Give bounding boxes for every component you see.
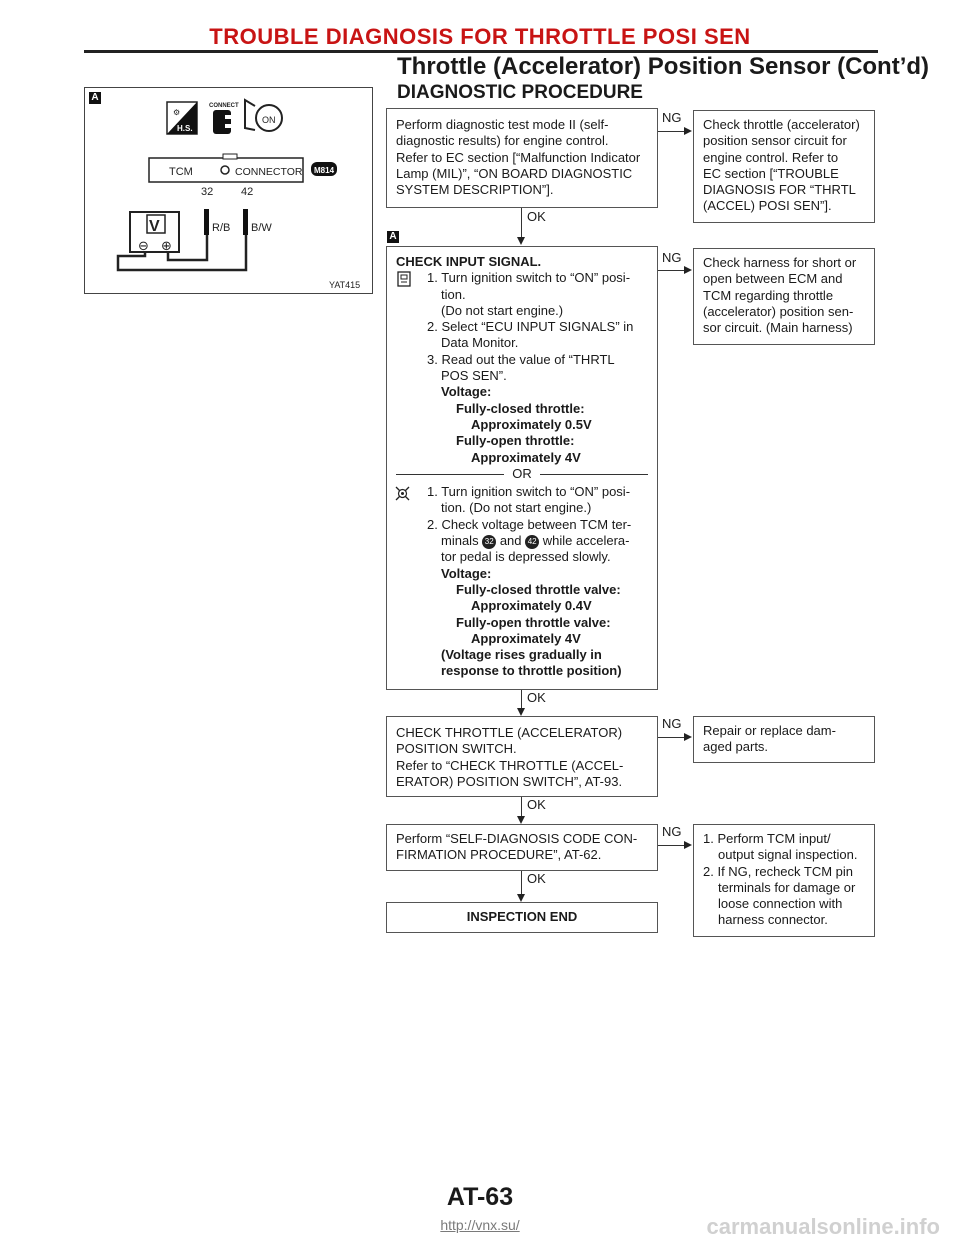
spec-label: Fully-closed throttle:: [456, 400, 585, 416]
spec-value: Approximately 4V: [471, 630, 581, 646]
step4-line: FIRMATION PROCEDURE”, AT-62.: [396, 847, 602, 863]
step1-line: Refer to EC section [“Malfunction Indicator: [396, 149, 641, 165]
connect-icon: [209, 103, 239, 134]
step2-a-line: 3. Read out the value of “THRTL: [427, 351, 615, 367]
ng-line: position sensor circuit for: [703, 133, 847, 149]
ng-line: output signal inspection.: [718, 847, 858, 863]
wiring-figure: [84, 87, 373, 294]
ng-line: 2. If NG, recheck TCM pin: [703, 863, 854, 879]
step3-ng-label: NG: [662, 716, 682, 731]
and-text: and: [499, 533, 522, 549]
spec-label: Fully-open throttle valve:: [456, 614, 611, 630]
ng-line: (ACCEL) POSI SEN”].: [703, 198, 832, 214]
flow-line: [521, 208, 522, 237]
ng-line: engine control. Refer to: [703, 149, 839, 165]
or-label: OR: [512, 465, 532, 481]
ng-line: harness connector.: [718, 912, 828, 928]
hs-icon: [167, 102, 197, 134]
inspection-end-text: INSPECTION END: [466, 909, 578, 924]
step2-b-line: 2. Check voltage between TCM ter-: [427, 516, 632, 532]
step3-ng-connector: [658, 737, 684, 738]
step3-ng-box: [693, 716, 875, 763]
page-number: AT-63: [446, 1183, 514, 1211]
step2-b-line: tion. (Do not start engine.): [441, 500, 592, 516]
plus-terminal: ⊕: [161, 239, 172, 254]
step2-note: response to throttle position): [441, 663, 622, 679]
step1-line: Lamp (MIL)”, “ON BOARD DIAGNOSTIC: [396, 165, 633, 181]
pin-42-label: 42: [241, 186, 254, 198]
ng-line: EC section [“TROUBLE: [703, 165, 839, 181]
step3-box: [386, 716, 658, 797]
step1-line: Perform diagnostic test mode II (self-: [396, 117, 609, 132]
step1-ng-label: NG: [662, 110, 682, 125]
wiring-diagram-svg: [85, 88, 374, 295]
flow-line: [521, 871, 522, 894]
step1-ng-box: [693, 110, 875, 223]
step3-line: Refer to “CHECK THROTTLE (ACCEL-: [396, 757, 624, 773]
spec-label: Fully-open throttle:: [456, 433, 575, 449]
step3-line: ERATOR) POSITION SWITCH”, AT-93.: [396, 773, 623, 789]
probe-42: [243, 209, 248, 235]
step2-ok-label: OK: [527, 690, 546, 705]
step4-box: [386, 824, 658, 871]
wire-bw-label: B/W: [251, 222, 272, 234]
step1-box: [386, 108, 658, 208]
ng-line: (accelerator) position sen-: [703, 303, 854, 319]
step2-a-line: tion.: [441, 286, 466, 302]
pin-badge-42: 42: [525, 535, 539, 549]
pin-32-label: 32: [201, 186, 214, 198]
arrow-down: [517, 237, 525, 245]
tcm-label: TCM: [169, 166, 193, 178]
pin-badge-32: 32: [482, 535, 496, 549]
ng-line: sor circuit. (Main harness): [703, 320, 853, 336]
step2-title: CHECK INPUT SIGNAL.: [396, 254, 542, 269]
arrow-down: [517, 894, 525, 902]
step2-a-line: 1. Turn ignition switch to “ON” posi-: [427, 270, 631, 286]
arrow-right: [684, 841, 692, 849]
consult-icon: [395, 270, 413, 288]
step1-line: diagnostic results) for engine control.: [396, 133, 609, 149]
ng-line: aged parts.: [703, 739, 769, 755]
arrow-down: [517, 708, 525, 716]
tester-probe-icon: [393, 484, 413, 504]
step2-a-line: POS SEN”.: [441, 368, 507, 384]
svg-text:⚙: ⚙: [173, 108, 181, 117]
ng-line: open between ECM and: [703, 271, 843, 287]
terminals-text: minals: [441, 533, 479, 549]
arrow-right: [684, 266, 692, 274]
step2-ng-connector: [658, 270, 684, 271]
hs-label: H.S.: [177, 124, 193, 133]
step4-ng-connector: [658, 845, 684, 846]
step1-ok-label: OK: [527, 209, 546, 224]
wire-rb-label: R/B: [212, 222, 231, 234]
step2-box: [386, 246, 658, 690]
step2-ng-box: [693, 248, 875, 345]
or-divider: [396, 466, 648, 482]
ng-line: Check throttle (accelerator): [703, 117, 860, 132]
figure-code: YAT415: [329, 280, 361, 290]
step2-ng-label: NG: [662, 250, 682, 265]
arrow-down: [517, 816, 525, 824]
ng-line: DIAGNOSIS FOR “THRTL: [703, 182, 856, 198]
flow-line: [521, 797, 522, 816]
step4-ng-label: NG: [662, 824, 682, 839]
step2-b-terminals-line: [396, 533, 648, 549]
voltmeter-v: V: [149, 218, 160, 235]
flow-line: [521, 690, 522, 708]
step2-b-line: 1. Turn ignition switch to “ON” posi-: [427, 484, 631, 500]
step2-b-line: tor pedal is depressed slowly.: [441, 549, 611, 565]
connector-id: M814: [314, 166, 335, 175]
ng-line: terminals for damage or: [718, 879, 856, 895]
voltage-label: Voltage:: [441, 565, 492, 581]
spec-label: Fully-closed throttle valve:: [456, 581, 621, 597]
ignition-on-icon: [245, 100, 282, 131]
minus-terminal: ⊖: [138, 239, 149, 254]
step2-marker: A: [387, 231, 399, 243]
step4-line: Perform “SELF-DIAGNOSIS CODE CON-: [396, 831, 638, 846]
step2-a-line: Data Monitor.: [441, 335, 519, 351]
spec-value: Approximately 0.4V: [471, 598, 592, 614]
ng-line: TCM regarding throttle: [703, 287, 834, 303]
step1-ng-connector: [658, 131, 684, 132]
section-title: DIAGNOSTIC PROCEDURE: [397, 82, 643, 103]
probe-32: [204, 209, 209, 235]
ng-line: Check harness for short or: [703, 255, 857, 270]
arrow-right: [684, 127, 692, 135]
ng-line: loose connection with: [718, 896, 843, 912]
figure-marker: A: [89, 92, 101, 104]
spec-value: Approximately 4V: [471, 449, 581, 465]
connect-label: CONNECT: [209, 103, 239, 109]
page-header-title: TROUBLE DIAGNOSIS FOR THROTTLE POSI SEN: [209, 24, 751, 49]
step2-a-line: 2. Select “ECU INPUT SIGNALS” in: [427, 319, 634, 335]
on-label: ON: [262, 115, 276, 125]
ng-line: 1. Perform TCM input/: [703, 831, 831, 846]
arrow-right: [684, 733, 692, 741]
footer-link[interactable]: http://vnx.su/: [440, 1217, 520, 1233]
spec-value: Approximately 0.5V: [471, 416, 592, 432]
connector-label: CONNECTOR: [235, 166, 303, 178]
voltage-label: Voltage:: [441, 384, 492, 400]
step3-line: CHECK THROTTLE (ACCELERATOR): [396, 725, 623, 740]
inspection-end-box: [386, 902, 658, 933]
step4-ok-label: OK: [527, 871, 546, 886]
step2-note: (Voltage rises gradually in: [441, 647, 602, 663]
watermark: carmanualsonline.info: [706, 1214, 940, 1239]
step3-line: POSITION SWITCH.: [396, 741, 517, 757]
ng-line: Repair or replace dam-: [703, 723, 836, 738]
step3-ok-label: OK: [527, 797, 546, 812]
step2-a-line: (Do not start engine.): [441, 302, 564, 318]
while-text: while accelera-: [542, 533, 630, 549]
step4-ng-box: [693, 824, 875, 937]
step1-line: SYSTEM DESCRIPTION”].: [396, 182, 554, 198]
page-subtitle: Throttle (Accelerator) Position Sensor (Cont’d): [397, 53, 930, 80]
